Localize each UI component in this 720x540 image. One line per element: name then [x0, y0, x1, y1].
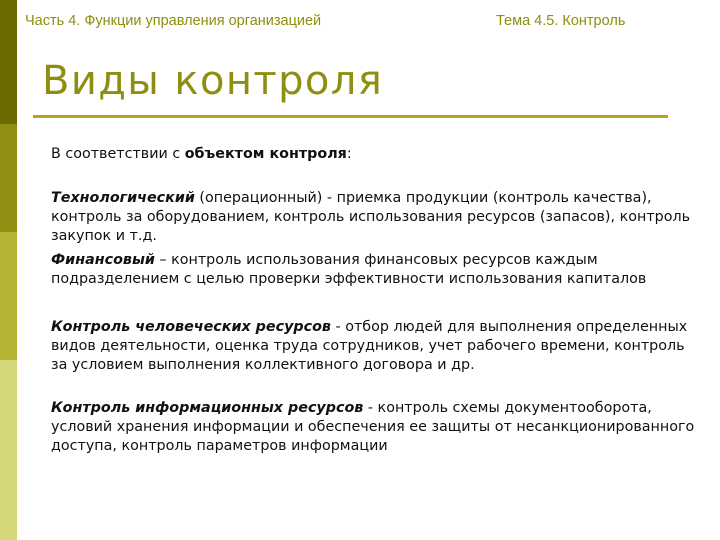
intro-suffix: :	[346, 146, 352, 162]
control-type-financial	[51, 251, 701, 289]
header-part: Часть 4. Функции управления организацией	[25, 13, 322, 29]
control-description: (операционный) - приемка продукции (контроль качества), контроль за оборудованием, контроль использования ресурсов (запасов), контроль закупок и т.д.	[51, 190, 691, 244]
intro-prefix: В соответствии с	[51, 146, 185, 162]
sidebar-segment	[0, 232, 17, 360]
control-type-human-resources	[51, 318, 701, 375]
control-term: Контроль человеческих ресурсов	[51, 319, 331, 335]
intro-emphasis: объектом контроля	[184, 146, 347, 162]
control-term: Технологический	[51, 190, 195, 206]
control-description: – контроль использования финансовых ресурсов каждым подразделением с целью проверки эффективности использования капиталов	[51, 252, 647, 287]
sidebar-segment	[0, 360, 17, 540]
control-term: Финансовый	[51, 252, 155, 268]
slide-title: Виды контроля	[42, 58, 384, 104]
control-type-information-resources	[51, 399, 701, 456]
intro-line	[51, 145, 701, 164]
title-underline	[33, 115, 668, 118]
control-term: Контроль информационных ресурсов	[51, 400, 364, 416]
sidebar-segment	[0, 0, 17, 124]
control-type-technological	[51, 189, 701, 246]
control-description: - контроль схемы документооборота, условий хранения информации и обеспечения ее защиты от несанкционированного доступа, контроль параметров информации	[51, 400, 695, 454]
sidebar-stripe	[0, 0, 17, 540]
control-description: - отбор людей для выполнения определенных видов деятельности, оценка труда сотрудников, учет рабочего времени, контроль за условием выполнения коллективного договора и др.	[51, 319, 688, 373]
header-topic: Тема 4.5. Контроль	[496, 13, 626, 29]
sidebar-segment	[0, 124, 17, 232]
